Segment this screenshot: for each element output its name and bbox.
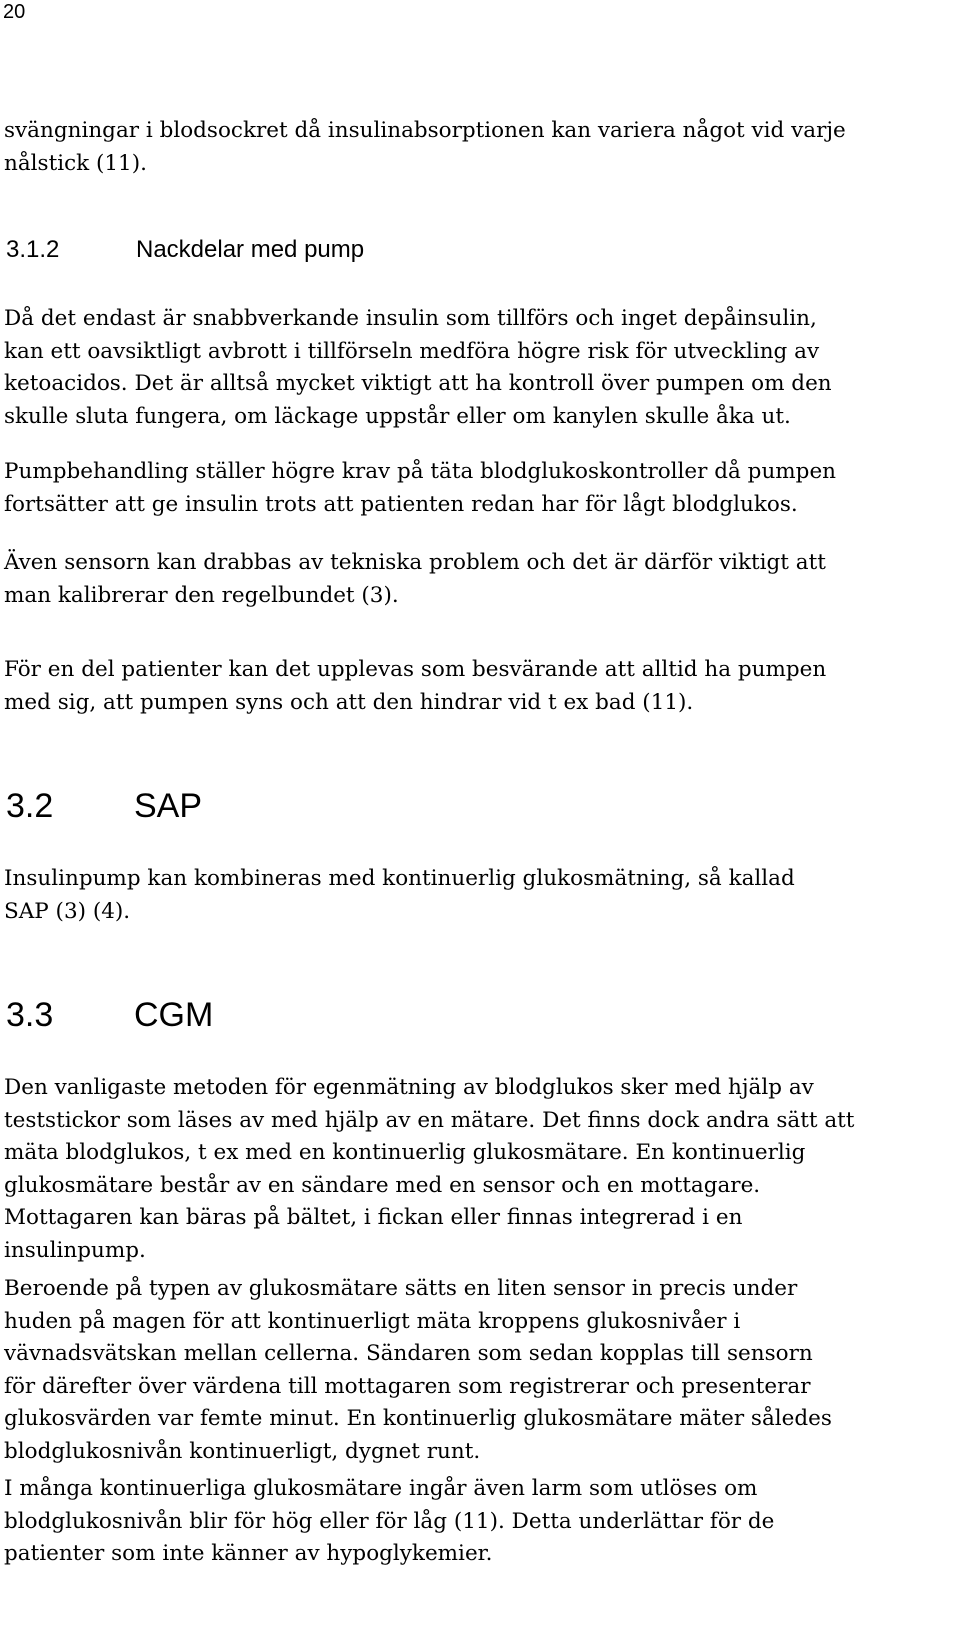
paragraph-cgm-alarms <box>4 1473 954 1571</box>
page-number: 20 <box>3 1 26 23</box>
text-line: teststickor som läses av med hjälp av en mätare. Det finns dock andra sätt att <box>4 1107 855 1133</box>
text-line: för därefter över värdena till mottagaren som registrerar och presenterar <box>4 1373 811 1399</box>
text-line: Pumpbehandling ställer högre krav på täta blodglukoskontroller då pumpen <box>4 459 837 484</box>
text-line: med sig, att pumpen syns och att den hindrar vid t ex bad (11). <box>4 689 694 715</box>
text-line: blodglukosnivån kontinuerligt, dygnet runt. <box>4 1438 481 1464</box>
text-line: Mottagaren kan bäras på bältet, i fickan eller finnas integrerad i en <box>4 1205 743 1230</box>
paragraph-sensor-problems <box>4 547 954 612</box>
text-line: glukosvärden var femte minut. En kontinuerlig glukosmätare mäter således <box>4 1406 832 1431</box>
text-line: svängningar i blodsockret då insulinabsorptionen kan variera något vid varje <box>4 118 846 143</box>
text-line: man kalibrerar den regelbundet (3). <box>4 582 399 608</box>
section-heading-3-3 <box>6 995 213 1035</box>
section-title: CGM <box>134 996 214 1034</box>
text-line: nålstick (11). <box>4 150 147 176</box>
section-title: Nackdelar med pump <box>136 236 365 263</box>
text-line: Då det endast är snabbverkande insulin som tillförs och inget depåinsulin, <box>4 306 817 331</box>
text-line: skulle sluta fungera, om läckage uppstår eller om kanylen skulle åka ut. <box>4 403 791 429</box>
text-line: ketoacidos. Det är alltså mycket viktigt att ha kontroll över pumpen om den <box>4 371 832 396</box>
text-line: För en del patienter kan det upplevas som besvärande att alltid ha pumpen <box>4 657 827 682</box>
section-heading-3-1-2 <box>6 235 364 265</box>
paragraph-patient-experience <box>4 654 954 719</box>
text-line: Även sensorn kan drabbas av tekniska problem och det är därför viktigt att <box>4 550 826 575</box>
text-line: patienter som inte känner av hypoglykemier. <box>4 1541 493 1566</box>
text-line: SAP (3) (4). <box>4 898 131 924</box>
text-line: vävnadsvätskan mellan cellerna. Sändaren som sedan kopplas till sensorn <box>4 1341 813 1366</box>
text-line: I många kontinuerliga glukosmätare ingår även larm som utlöses om <box>4 1476 758 1501</box>
text-line: fortsätter att ge insulin trots att patienten redan har för lågt blodglukos. <box>4 491 798 517</box>
text-line: Insulinpump kan kombineras med kontinuerlig glukosmätning, så kallad <box>4 866 795 891</box>
section-title: SAP <box>134 787 203 825</box>
section-number: 3.2 <box>6 787 54 825</box>
section-number: 3.1.2 <box>6 236 60 263</box>
paragraph-sap <box>4 863 954 928</box>
paragraph-cgm-method <box>4 1072 954 1267</box>
text-line: kan ett oavsiktligt avbrott i tillförseln medföra högre risk för utveckling av <box>4 338 820 364</box>
text-line: blodglukosnivån blir för hög eller för låg (11). Detta underlättar för de <box>4 1508 775 1534</box>
text-line: Beroende på typen av glukosmätare sätts en liten sensor in precis under <box>4 1276 798 1301</box>
text-line: huden på magen för att kontinuerligt mäta kroppens glukosnivåer i <box>4 1308 741 1334</box>
text-line: mäta blodglukos, t ex med en kontinuerlig glukosmätare. En kontinuerlig <box>4 1140 806 1165</box>
paragraph-continuation <box>4 115 954 180</box>
paragraph-pump-disadvantages <box>4 303 954 433</box>
paragraph-pump-treatment <box>4 456 954 521</box>
section-heading-3-2 <box>6 786 202 826</box>
text-line: Den vanligaste metoden för egenmätning av blodglukos sker med hjälp av <box>4 1075 814 1100</box>
text-line: insulinpump. <box>4 1237 146 1263</box>
paragraph-cgm-sensor <box>4 1273 954 1468</box>
text-line: glukosmätare består av en sändare med en sensor och en mottagare. <box>4 1172 761 1198</box>
section-number: 3.3 <box>6 996 54 1034</box>
